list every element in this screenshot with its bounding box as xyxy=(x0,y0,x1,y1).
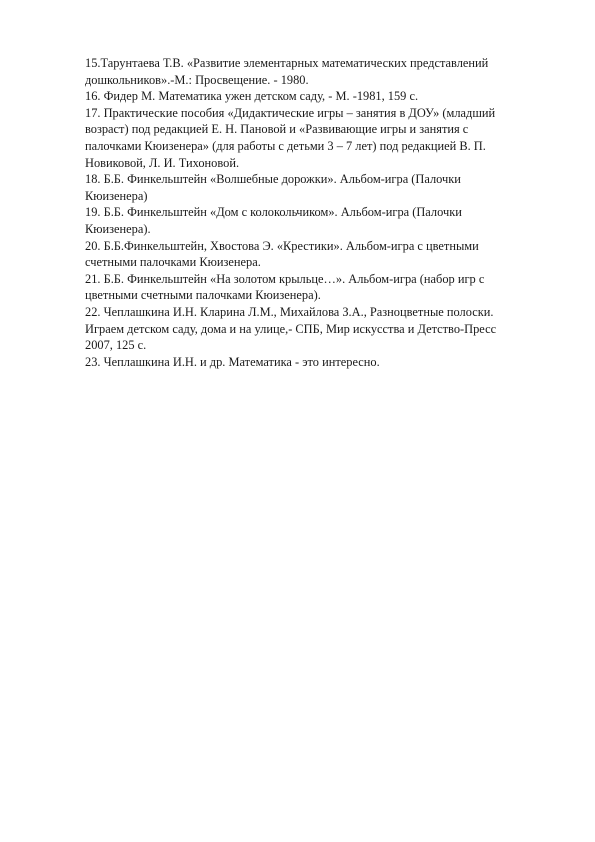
reference-line: 16. Фидер М. Математика ужен детском саду, - М. -1981, 159 с. xyxy=(85,89,419,104)
reference-line: возраст) под редакцией Е. Н. Пановой и «Развивающие игры и занятия с xyxy=(85,122,469,137)
reference-line: 18. Б.Б. Финкельштейн «Волшебные дорожки». Альбом-игра (Палочки xyxy=(85,172,461,187)
reference-line: 17. Практические пособия «Дидактические игры – занятия в ДОУ» (младший xyxy=(85,105,496,120)
reference-line: 2007, 125 с. xyxy=(85,338,147,353)
reference-line: 19. Б.Б. Финкельштейн «Дом с колокольчиком». Альбом-игра (Палочки xyxy=(85,205,462,220)
reference-line: 15.Тарунтаева Т.В. «Развитие элементарных математических представлений xyxy=(85,56,489,70)
reference-line: дошкольников».-М.: Просвещение. - 1980. xyxy=(85,72,309,87)
reference-line: Играем детском саду, дома и на улице,- СПБ, Мир искусства и Детство-Пресс xyxy=(85,321,497,336)
reference-line: Новиковой, Л. И. Тихоновой. xyxy=(85,155,240,170)
reference-line: цветными счетными палочками Кюизенера). xyxy=(85,288,321,303)
reference-line: 23. Чеплашкина И.Н. и др. Математика - это интересно. xyxy=(85,354,380,369)
reference-line: 20. Б.Б.Финкельштейн, Хвостова Э. «Крестики». Альбом-игра с цветными xyxy=(85,238,479,253)
reference-line: палочками Кюизенера» (для работы с детьми 3 – 7 лет) под редакцией В. П. xyxy=(85,138,486,153)
reference-line: 22. Чеплашкина И.Н. Кларина Л.М., Михайлова З.А., Разноцветные полоски. xyxy=(85,304,494,319)
reference-line: 21. Б.Б. Финкельштейн «На золотом крыльце…». Альбом-игра (набор игр с xyxy=(85,271,485,286)
reference-line: счетными палочками Кюизенера. xyxy=(85,255,261,270)
reference-line: Кюизенера) xyxy=(85,188,148,203)
reference-line: Кюизенера). xyxy=(85,221,151,236)
reference-list xyxy=(85,55,535,370)
